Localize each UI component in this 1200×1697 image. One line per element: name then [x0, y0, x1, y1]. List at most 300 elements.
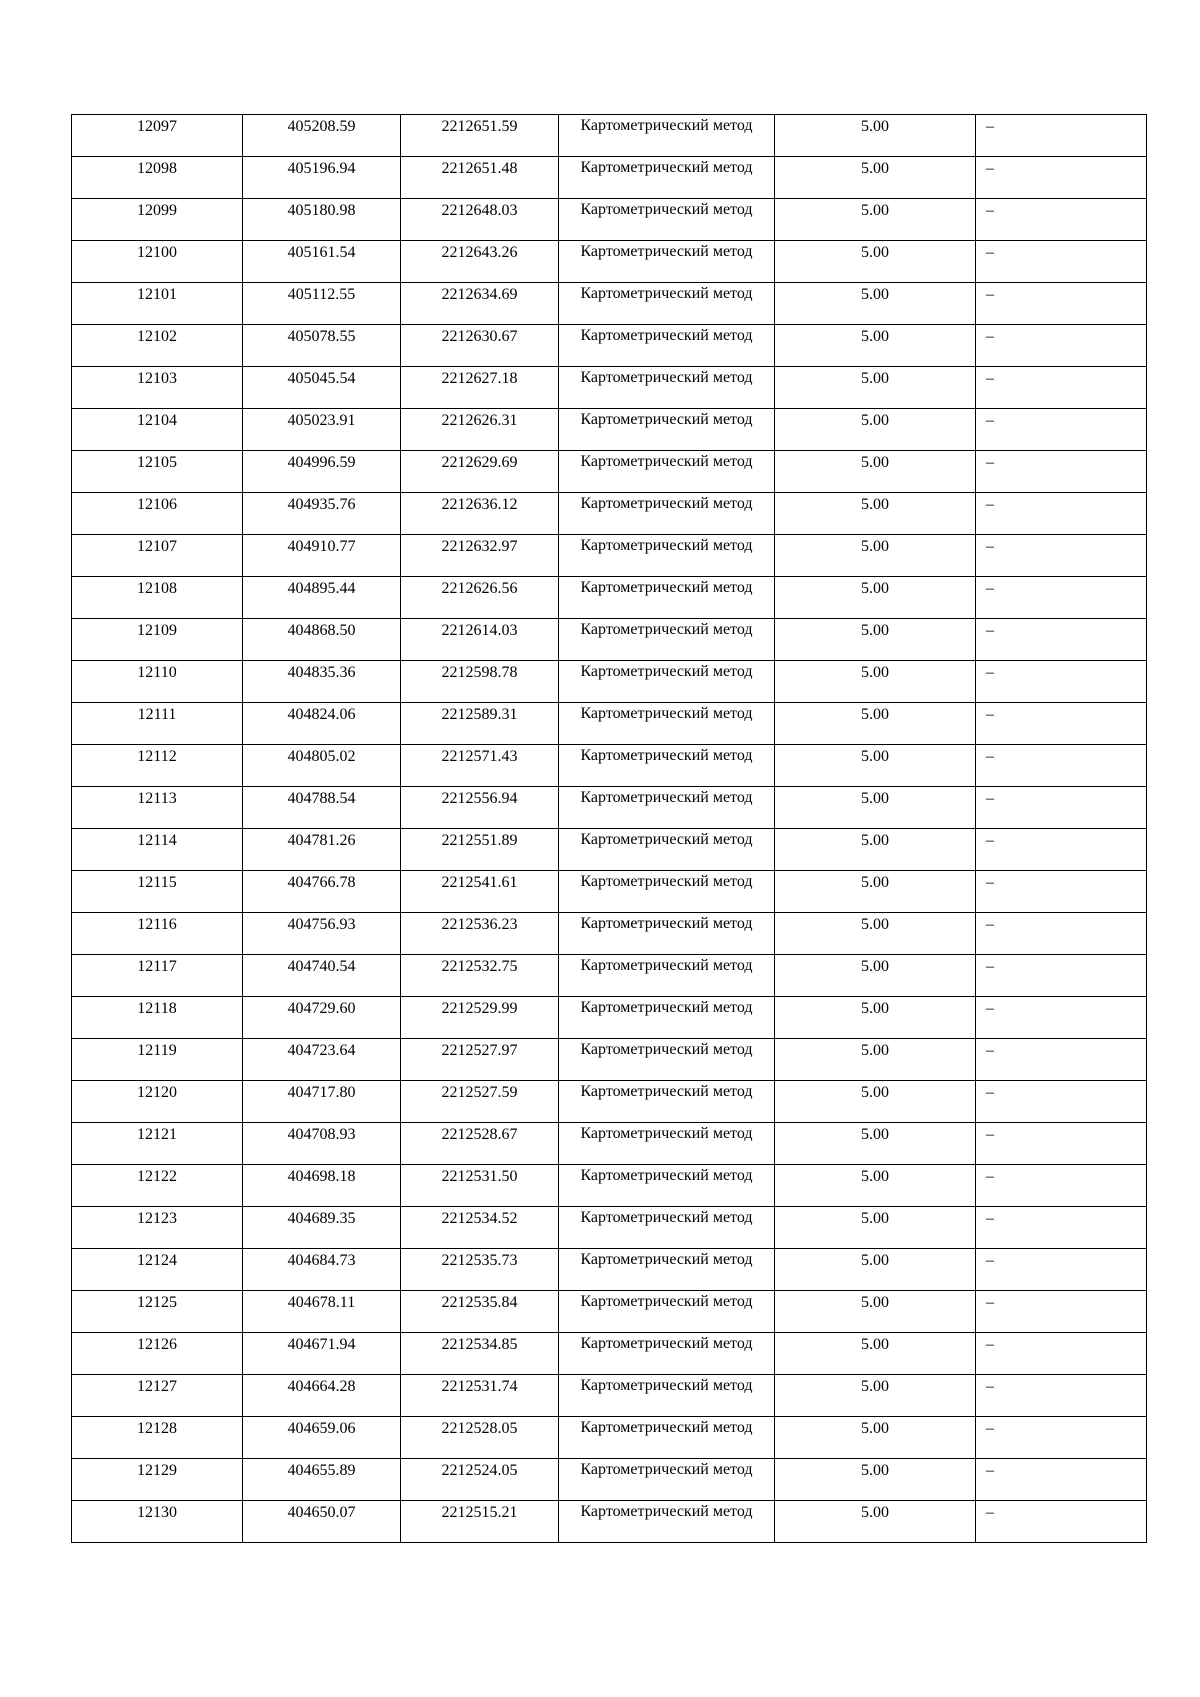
- x-coordinate-cell: [243, 1081, 401, 1123]
- note-cell: [976, 1249, 1147, 1291]
- point-number-cell-text: 12115: [137, 874, 177, 891]
- y-coordinate-cell-text: 2212528.67: [441, 1126, 518, 1143]
- point-number-cell-text: 12111: [137, 706, 177, 723]
- point-number-cell: [72, 241, 243, 283]
- accuracy-cell-text: 5.00: [861, 916, 889, 933]
- point-number-cell: [72, 325, 243, 367]
- method-cell: [559, 451, 775, 493]
- coordinates-table-body: [72, 115, 1147, 1543]
- y-coordinate-cell-text: 2212626.31: [441, 412, 518, 429]
- point-number-cell-text: 12129: [137, 1462, 177, 1479]
- y-coordinate-cell-text: 2212536.23: [441, 916, 518, 933]
- note-cell-text: –: [986, 622, 994, 639]
- accuracy-cell-text: 5.00: [861, 412, 889, 429]
- y-coordinate-cell: [401, 1165, 559, 1207]
- y-coordinate-cell-text: 2212651.48: [441, 160, 518, 177]
- y-coordinate-cell-text: 2212529.99: [441, 1000, 518, 1017]
- y-coordinate-cell: [401, 283, 559, 325]
- x-coordinate-cell: [243, 493, 401, 535]
- y-coordinate-cell: [401, 1459, 559, 1501]
- method-cell-text: Картометрический метод: [580, 159, 753, 176]
- table-row: [72, 1123, 1147, 1165]
- method-cell: [559, 535, 775, 577]
- accuracy-cell: [775, 1291, 976, 1333]
- accuracy-cell: [775, 1039, 976, 1081]
- point-number-cell: [72, 1501, 243, 1543]
- point-number-cell: [72, 115, 243, 157]
- accuracy-cell: [775, 115, 976, 157]
- note-cell: [976, 661, 1147, 703]
- method-cell-text: Картометрический метод: [580, 1293, 753, 1310]
- y-coordinate-cell: [401, 1207, 559, 1249]
- accuracy-cell: [775, 1165, 976, 1207]
- table-row: [72, 955, 1147, 997]
- method-cell: [559, 1501, 775, 1543]
- accuracy-cell-text: 5.00: [861, 1168, 889, 1185]
- y-coordinate-cell-text: 2212531.50: [441, 1168, 518, 1185]
- point-number-cell: [72, 493, 243, 535]
- table-row: [72, 787, 1147, 829]
- point-number-cell: [72, 787, 243, 829]
- accuracy-cell: [775, 409, 976, 451]
- y-coordinate-cell-text: 2212551.89: [441, 832, 518, 849]
- point-number-cell-text: 12113: [137, 790, 177, 807]
- accuracy-cell: [775, 1333, 976, 1375]
- method-cell-text: Картометрический метод: [580, 327, 753, 344]
- y-coordinate-cell: [401, 1375, 559, 1417]
- x-coordinate-cell: [243, 577, 401, 619]
- accuracy-cell-text: 5.00: [861, 706, 889, 723]
- x-coordinate-cell-text: 404756.93: [287, 916, 356, 933]
- method-cell: [559, 1081, 775, 1123]
- method-cell: [559, 115, 775, 157]
- point-number-cell-text: 12130: [137, 1504, 177, 1521]
- note-cell-text: –: [986, 580, 994, 597]
- method-cell: [559, 787, 775, 829]
- note-cell: [976, 997, 1147, 1039]
- point-number-cell-text: 12124: [137, 1252, 177, 1269]
- accuracy-cell-text: 5.00: [861, 622, 889, 639]
- method-cell: [559, 409, 775, 451]
- point-number-cell: [72, 535, 243, 577]
- method-cell: [559, 703, 775, 745]
- y-coordinate-cell-text: 2212535.73: [441, 1252, 518, 1269]
- x-coordinate-cell: [243, 1039, 401, 1081]
- method-cell-text: Картометрический метод: [580, 915, 753, 932]
- x-coordinate-cell: [243, 661, 401, 703]
- y-coordinate-cell-text: 2212515.21: [441, 1504, 518, 1521]
- accuracy-cell-text: 5.00: [861, 1210, 889, 1227]
- note-cell-text: –: [986, 1252, 994, 1269]
- point-number-cell-text: 12122: [137, 1168, 177, 1185]
- y-coordinate-cell: [401, 955, 559, 997]
- x-coordinate-cell-text: 404766.78: [287, 874, 356, 891]
- point-number-cell-text: 12117: [137, 958, 177, 975]
- method-cell: [559, 997, 775, 1039]
- note-cell: [976, 1459, 1147, 1501]
- method-cell-text: Картометрический метод: [580, 1041, 753, 1058]
- method-cell-text: Картометрический метод: [580, 369, 753, 386]
- x-coordinate-cell: [243, 1459, 401, 1501]
- point-number-cell: [72, 871, 243, 913]
- accuracy-cell-text: 5.00: [861, 748, 889, 765]
- note-cell: [976, 1375, 1147, 1417]
- y-coordinate-cell-text: 2212535.84: [441, 1294, 518, 1311]
- y-coordinate-cell-text: 2212528.05: [441, 1420, 518, 1437]
- note-cell: [976, 787, 1147, 829]
- point-number-cell-text: 12098: [137, 160, 177, 177]
- x-coordinate-cell: [243, 913, 401, 955]
- table-row: [72, 157, 1147, 199]
- table-row: [72, 577, 1147, 619]
- point-number-cell: [72, 199, 243, 241]
- note-cell: [976, 535, 1147, 577]
- y-coordinate-cell-text: 2212643.26: [441, 244, 518, 261]
- method-cell: [559, 283, 775, 325]
- y-coordinate-cell: [401, 451, 559, 493]
- accuracy-cell-text: 5.00: [861, 664, 889, 681]
- table-row: [72, 661, 1147, 703]
- accuracy-cell: [775, 1501, 976, 1543]
- x-coordinate-cell-text: 404684.73: [287, 1252, 356, 1269]
- accuracy-cell-text: 5.00: [861, 1294, 889, 1311]
- x-coordinate-cell: [243, 199, 401, 241]
- accuracy-cell-text: 5.00: [861, 328, 889, 345]
- x-coordinate-cell-text: 405180.98: [287, 202, 356, 219]
- x-coordinate-cell: [243, 1375, 401, 1417]
- y-coordinate-cell: [401, 241, 559, 283]
- y-coordinate-cell-text: 2212527.59: [441, 1084, 518, 1101]
- y-coordinate-cell: [401, 577, 559, 619]
- method-cell: [559, 955, 775, 997]
- table-row: [72, 451, 1147, 493]
- note-cell: [976, 1081, 1147, 1123]
- x-coordinate-cell-text: 404650.07: [287, 1504, 356, 1521]
- point-number-cell-text: 12126: [137, 1336, 177, 1353]
- method-cell: [559, 1333, 775, 1375]
- note-cell: [976, 1501, 1147, 1543]
- note-cell: [976, 367, 1147, 409]
- y-coordinate-cell: [401, 1417, 559, 1459]
- accuracy-cell: [775, 1459, 976, 1501]
- table-row: [72, 1039, 1147, 1081]
- y-coordinate-cell: [401, 325, 559, 367]
- method-cell: [559, 1165, 775, 1207]
- accuracy-cell: [775, 871, 976, 913]
- y-coordinate-cell: [401, 199, 559, 241]
- note-cell-text: –: [986, 412, 994, 429]
- note-cell: [976, 283, 1147, 325]
- point-number-cell-text: 12121: [137, 1126, 177, 1143]
- table-row: [72, 1081, 1147, 1123]
- y-coordinate-cell: [401, 115, 559, 157]
- point-number-cell: [72, 1081, 243, 1123]
- accuracy-cell: [775, 535, 976, 577]
- note-cell: [976, 577, 1147, 619]
- note-cell-text: –: [986, 244, 994, 261]
- point-number-cell: [72, 1417, 243, 1459]
- note-cell: [976, 409, 1147, 451]
- accuracy-cell-text: 5.00: [861, 1336, 889, 1353]
- x-coordinate-cell-text: 404717.80: [287, 1084, 356, 1101]
- note-cell-text: –: [986, 1084, 994, 1101]
- x-coordinate-cell: [243, 115, 401, 157]
- x-coordinate-cell: [243, 283, 401, 325]
- x-coordinate-cell-text: 404698.18: [287, 1168, 356, 1185]
- method-cell: [559, 1249, 775, 1291]
- accuracy-cell: [775, 1249, 976, 1291]
- x-coordinate-cell: [243, 1207, 401, 1249]
- accuracy-cell: [775, 913, 976, 955]
- method-cell-text: Картометрический метод: [580, 285, 753, 302]
- accuracy-cell: [775, 829, 976, 871]
- note-cell-text: –: [986, 328, 994, 345]
- method-cell-text: Картометрический метод: [580, 621, 753, 638]
- point-number-cell-text: 12107: [137, 538, 177, 555]
- note-cell-text: –: [986, 874, 994, 891]
- y-coordinate-cell-text: 2212589.31: [441, 706, 518, 723]
- table-row: [72, 1459, 1147, 1501]
- x-coordinate-cell-text: 404708.93: [287, 1126, 356, 1143]
- note-cell-text: –: [986, 1210, 994, 1227]
- point-number-cell-text: 12099: [137, 202, 177, 219]
- y-coordinate-cell-text: 2212598.78: [441, 664, 518, 681]
- x-coordinate-cell-text: 404788.54: [287, 790, 356, 807]
- point-number-cell-text: 12114: [137, 832, 177, 849]
- y-coordinate-cell: [401, 409, 559, 451]
- note-cell: [976, 619, 1147, 661]
- x-coordinate-cell-text: 404671.94: [287, 1336, 356, 1353]
- note-cell-text: –: [986, 1168, 994, 1185]
- method-cell: [559, 241, 775, 283]
- method-cell: [559, 745, 775, 787]
- method-cell-text: Картометрический метод: [580, 201, 753, 218]
- table-row: [72, 871, 1147, 913]
- note-cell-text: –: [986, 916, 994, 933]
- table-row: [72, 1333, 1147, 1375]
- table-row: [72, 619, 1147, 661]
- accuracy-cell: [775, 367, 976, 409]
- method-cell-text: Картометрический метод: [580, 1251, 753, 1268]
- accuracy-cell-text: 5.00: [861, 1462, 889, 1479]
- y-coordinate-cell-text: 2212627.18: [441, 370, 518, 387]
- y-coordinate-cell: [401, 535, 559, 577]
- table-row: [72, 367, 1147, 409]
- accuracy-cell-text: 5.00: [861, 286, 889, 303]
- point-number-cell: [72, 1165, 243, 1207]
- y-coordinate-cell-text: 2212532.75: [441, 958, 518, 975]
- accuracy-cell: [775, 955, 976, 997]
- y-coordinate-cell-text: 2212541.61: [441, 874, 518, 891]
- y-coordinate-cell: [401, 619, 559, 661]
- accuracy-cell-text: 5.00: [861, 1420, 889, 1437]
- accuracy-cell: [775, 1375, 976, 1417]
- y-coordinate-cell-text: 2212636.12: [441, 496, 518, 513]
- accuracy-cell: [775, 157, 976, 199]
- x-coordinate-cell-text: 405112.55: [287, 286, 356, 303]
- y-coordinate-cell-text: 2212634.69: [441, 286, 518, 303]
- point-number-cell: [72, 619, 243, 661]
- method-cell-text: Картометрический метод: [580, 957, 753, 974]
- method-cell-text: Картометрический метод: [580, 453, 753, 470]
- method-cell-text: Картометрический метод: [580, 495, 753, 512]
- x-coordinate-cell-text: 404689.35: [287, 1210, 356, 1227]
- point-number-cell: [72, 367, 243, 409]
- table-row: [72, 409, 1147, 451]
- method-cell-text: Картометрический метод: [580, 705, 753, 722]
- y-coordinate-cell-text: 2212651.59: [441, 118, 518, 135]
- point-number-cell-text: 12119: [137, 1042, 177, 1059]
- note-cell-text: –: [986, 958, 994, 975]
- table-row: [72, 493, 1147, 535]
- table-row: [72, 1207, 1147, 1249]
- note-cell-text: –: [986, 370, 994, 387]
- method-cell-text: Картометрический метод: [580, 1167, 753, 1184]
- accuracy-cell: [775, 577, 976, 619]
- note-cell: [976, 115, 1147, 157]
- point-number-cell: [72, 1333, 243, 1375]
- method-cell-text: Картометрический метод: [580, 243, 753, 260]
- point-number-cell-text: 12125: [137, 1294, 177, 1311]
- accuracy-cell-text: 5.00: [861, 496, 889, 513]
- point-number-cell: [72, 745, 243, 787]
- note-cell: [976, 955, 1147, 997]
- y-coordinate-cell-text: 2212534.85: [441, 1336, 518, 1353]
- note-cell: [976, 1207, 1147, 1249]
- accuracy-cell: [775, 1123, 976, 1165]
- note-cell: [976, 1165, 1147, 1207]
- accuracy-cell: [775, 703, 976, 745]
- table-row: [72, 1501, 1147, 1543]
- y-coordinate-cell: [401, 367, 559, 409]
- point-number-cell-text: 12116: [137, 916, 177, 933]
- table-row: [72, 283, 1147, 325]
- method-cell-text: Картометрический метод: [580, 117, 753, 134]
- point-number-cell: [72, 1291, 243, 1333]
- point-number-cell-text: 12101: [137, 286, 177, 303]
- note-cell-text: –: [986, 1504, 994, 1521]
- y-coordinate-cell: [401, 913, 559, 955]
- accuracy-cell-text: 5.00: [861, 1126, 889, 1143]
- point-number-cell-text: 12103: [137, 370, 177, 387]
- table-row: [72, 913, 1147, 955]
- x-coordinate-cell-text: 405161.54: [287, 244, 356, 261]
- point-number-cell-text: 12105: [137, 454, 177, 471]
- accuracy-cell: [775, 493, 976, 535]
- point-number-cell: [72, 451, 243, 493]
- point-number-cell: [72, 1039, 243, 1081]
- note-cell: [976, 1039, 1147, 1081]
- point-number-cell: [72, 1207, 243, 1249]
- accuracy-cell-text: 5.00: [861, 454, 889, 471]
- note-cell: [976, 493, 1147, 535]
- note-cell-text: –: [986, 1294, 994, 1311]
- y-coordinate-cell: [401, 703, 559, 745]
- note-cell: [976, 157, 1147, 199]
- x-coordinate-cell: [243, 997, 401, 1039]
- x-coordinate-cell: [243, 955, 401, 997]
- x-coordinate-cell-text: 404723.64: [287, 1042, 356, 1059]
- y-coordinate-cell-text: 2212630.67: [441, 328, 518, 345]
- y-coordinate-cell-text: 2212524.05: [441, 1462, 518, 1479]
- note-cell: [976, 1291, 1147, 1333]
- x-coordinate-cell: [243, 871, 401, 913]
- accuracy-cell-text: 5.00: [861, 1252, 889, 1269]
- accuracy-cell-text: 5.00: [861, 244, 889, 261]
- x-coordinate-cell-text: 405208.59: [287, 118, 356, 135]
- point-number-cell: [72, 913, 243, 955]
- note-cell-text: –: [986, 832, 994, 849]
- note-cell-text: –: [986, 790, 994, 807]
- accuracy-cell: [775, 199, 976, 241]
- method-cell-text: Картометрический метод: [580, 1461, 753, 1478]
- point-number-cell: [72, 703, 243, 745]
- y-coordinate-cell: [401, 1333, 559, 1375]
- y-coordinate-cell: [401, 829, 559, 871]
- point-number-cell-text: 12128: [137, 1420, 177, 1437]
- point-number-cell-text: 12118: [137, 1000, 177, 1017]
- x-coordinate-cell: [243, 1333, 401, 1375]
- y-coordinate-cell-text: 2212527.97: [441, 1042, 518, 1059]
- method-cell: [559, 1417, 775, 1459]
- x-coordinate-cell-text: 404868.50: [287, 622, 356, 639]
- note-cell: [976, 241, 1147, 283]
- method-cell-text: Картометрический метод: [580, 1209, 753, 1226]
- x-coordinate-cell: [243, 787, 401, 829]
- accuracy-cell: [775, 283, 976, 325]
- accuracy-cell-text: 5.00: [861, 1378, 889, 1395]
- accuracy-cell: [775, 241, 976, 283]
- point-number-cell-text: 12108: [137, 580, 177, 597]
- note-cell-text: –: [986, 1336, 994, 1353]
- x-coordinate-cell-text: 404729.60: [287, 1000, 356, 1017]
- x-coordinate-cell: [243, 325, 401, 367]
- note-cell-text: –: [986, 664, 994, 681]
- point-number-cell: [72, 1459, 243, 1501]
- note-cell-text: –: [986, 1042, 994, 1059]
- table-row: [72, 1375, 1147, 1417]
- table-row: [72, 745, 1147, 787]
- y-coordinate-cell: [401, 1249, 559, 1291]
- accuracy-cell-text: 5.00: [861, 1084, 889, 1101]
- accuracy-cell: [775, 745, 976, 787]
- x-coordinate-cell: [243, 367, 401, 409]
- table-row: [72, 241, 1147, 283]
- y-coordinate-cell: [401, 1123, 559, 1165]
- x-coordinate-cell: [243, 829, 401, 871]
- point-number-cell-text: 12112: [137, 748, 177, 765]
- accuracy-cell-text: 5.00: [861, 160, 889, 177]
- note-cell-text: –: [986, 748, 994, 765]
- method-cell-text: Картометрический метод: [580, 537, 753, 554]
- x-coordinate-cell-text: 404781.26: [287, 832, 356, 849]
- point-number-cell-text: 12109: [137, 622, 177, 639]
- note-cell: [976, 325, 1147, 367]
- point-number-cell-text: 12100: [137, 244, 177, 261]
- accuracy-cell: [775, 1417, 976, 1459]
- table-row: [72, 199, 1147, 241]
- table-row: [72, 535, 1147, 577]
- table-row: [72, 997, 1147, 1039]
- y-coordinate-cell: [401, 1039, 559, 1081]
- note-cell-text: –: [986, 286, 994, 303]
- method-cell-text: Картометрический метод: [580, 1377, 753, 1394]
- x-coordinate-cell: [243, 619, 401, 661]
- point-number-cell: [72, 1375, 243, 1417]
- x-coordinate-cell: [243, 241, 401, 283]
- y-coordinate-cell: [401, 1291, 559, 1333]
- note-cell: [976, 1123, 1147, 1165]
